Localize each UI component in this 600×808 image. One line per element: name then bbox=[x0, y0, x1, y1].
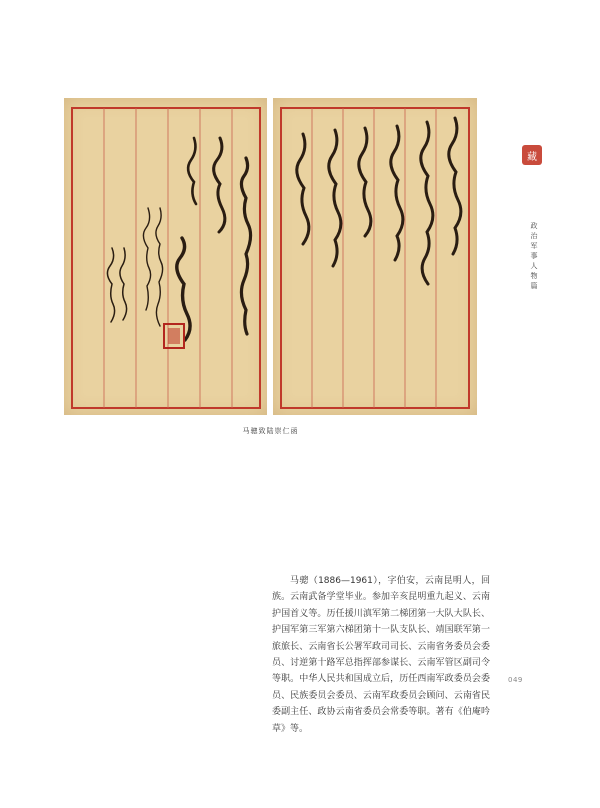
letter-image-right bbox=[273, 98, 477, 415]
section-title: 政治军事人物篇 bbox=[530, 222, 538, 292]
letter-image-left bbox=[64, 98, 267, 415]
section-seal-icon: 藏 bbox=[522, 145, 542, 165]
biography-text: 马骢（1886—1961），字伯安，云南昆明人，回族。云南武备学堂毕业。参加辛亥昆明重九起义、云南护国首义等。历任援川滇军第二梯团第一大队大队长、护国军第三军第六梯团第十一队支队长、靖国联军第一旅旅长、云南省长公署军政司司长、云南省务委员会委员、讨逆第十路军总指挥部参谋长、云南军管区副司令等职。中华人民共和国成立后，历任西南军政委员会委员、民族委员会委员、云南军政委员会顾问、云南省民委副主任、政协云南省委员会常委等职。著有《伯庵吟草》等。 bbox=[272, 576, 490, 734]
figure-caption: 马骢致陆崇仁函 bbox=[242, 427, 299, 435]
page-number: 049 bbox=[508, 676, 523, 684]
